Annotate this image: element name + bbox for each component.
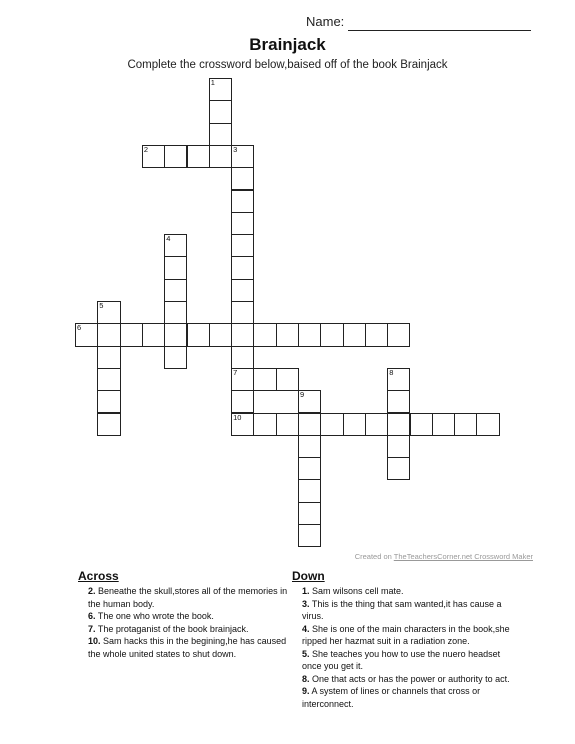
clue-number-label: 5 bbox=[99, 301, 104, 310]
clue-number-label: 9 bbox=[300, 390, 305, 400]
credit-line bbox=[355, 552, 533, 561]
crossword-cell[interactable] bbox=[454, 413, 477, 436]
crossword-cell[interactable] bbox=[387, 435, 410, 458]
crossword-cell[interactable] bbox=[410, 413, 433, 436]
crossword-cell[interactable] bbox=[387, 457, 410, 480]
clue-number: 4. bbox=[302, 623, 310, 634]
clue-text: She is one of the main characters in the book,she ripped her hazmat suit in a radiation zone. bbox=[302, 623, 510, 646]
clue-text: The protaganist of the book brainjack. bbox=[97, 623, 249, 634]
clue-number: 6. bbox=[88, 611, 96, 621]
clue-across-7 bbox=[88, 623, 293, 636]
crossword-cell[interactable] bbox=[209, 145, 232, 168]
crossword-cell[interactable] bbox=[164, 234, 187, 257]
crossword-cell[interactable] bbox=[276, 368, 299, 391]
credit-prefix: Created on bbox=[354, 552, 394, 561]
crossword-cell[interactable] bbox=[231, 346, 254, 369]
crossword-cell[interactable] bbox=[209, 78, 232, 101]
crossword-cell[interactable] bbox=[253, 368, 276, 391]
crossword-cell[interactable] bbox=[231, 190, 254, 213]
clue-text: She teaches you how to use the nuero headset once you get it. bbox=[302, 648, 501, 671]
crossword-cell[interactable] bbox=[164, 145, 187, 168]
clue-across-2 bbox=[88, 585, 293, 610]
crossword-cell[interactable] bbox=[97, 390, 120, 413]
clue-text: This is the thing that sam wanted,it has cause a virus. bbox=[302, 598, 502, 621]
clue-number: 5. bbox=[302, 648, 310, 659]
crossword-cell[interactable] bbox=[164, 256, 187, 279]
crossword-cell[interactable] bbox=[276, 413, 299, 436]
clue-number: 2. bbox=[88, 586, 96, 596]
crossword-cell[interactable] bbox=[298, 524, 321, 547]
clue-text: Sam hacks this in the begining,he has caused the whole united states to shut down. bbox=[88, 636, 287, 659]
clue-number: 7. bbox=[88, 623, 96, 634]
name-label: Name: bbox=[306, 14, 345, 29]
clue-number-label: 4 bbox=[166, 234, 171, 244]
clue-text: One that acts or has the power or authority to act. bbox=[312, 673, 510, 684]
crossword-cell[interactable] bbox=[97, 368, 120, 391]
page-subtitle: Complete the crossword below,baised off of the book Brainjack bbox=[127, 59, 448, 71]
crossword-cell[interactable] bbox=[320, 323, 343, 346]
clue-down-1 bbox=[302, 585, 512, 598]
crossword-cell[interactable] bbox=[231, 256, 254, 279]
across-clues bbox=[78, 569, 293, 660]
clue-down-9 bbox=[302, 685, 512, 710]
clue-across-10 bbox=[88, 635, 293, 660]
crossword-cell[interactable] bbox=[298, 502, 321, 525]
crossword-cell[interactable] bbox=[142, 145, 165, 168]
crossword-cell[interactable] bbox=[298, 435, 321, 458]
crossword-cell[interactable] bbox=[253, 413, 276, 436]
crossword-cell[interactable] bbox=[365, 413, 388, 436]
clue-number: 8. bbox=[302, 673, 310, 684]
clue-down-3 bbox=[302, 598, 512, 623]
clue-number: 3. bbox=[302, 598, 310, 609]
clue-text: The one who wrote the book. bbox=[97, 611, 214, 621]
crossword-cell[interactable] bbox=[231, 167, 254, 190]
crossword-cell[interactable] bbox=[231, 323, 254, 346]
crossword-cell[interactable] bbox=[209, 100, 232, 123]
crossword-cell[interactable] bbox=[75, 323, 98, 346]
crossword-cell[interactable] bbox=[387, 390, 410, 413]
down-heading: Down bbox=[292, 569, 325, 583]
crossword-cell[interactable] bbox=[231, 212, 254, 235]
clue-number-label: 10 bbox=[233, 412, 242, 422]
crossword-cell[interactable] bbox=[187, 145, 210, 168]
crossword-cell[interactable] bbox=[164, 346, 187, 369]
crossword-cell[interactable] bbox=[164, 301, 187, 324]
clue-number: 10. bbox=[88, 636, 101, 646]
crossword-cell[interactable] bbox=[231, 145, 254, 168]
crossword-cell[interactable] bbox=[343, 413, 366, 436]
page-title: Brainjack bbox=[249, 35, 326, 54]
credit-link[interactable]: TheTeachersCorner.net Crossword Maker bbox=[393, 552, 533, 561]
crossword-cell[interactable] bbox=[187, 323, 210, 346]
clue-down-8 bbox=[302, 673, 512, 686]
crossword-cell[interactable] bbox=[320, 413, 343, 436]
crossword-cell[interactable] bbox=[298, 479, 321, 502]
clue-text: Sam wilsons cell mate. bbox=[312, 586, 404, 596]
clue-down-4 bbox=[302, 623, 512, 648]
crossword-cell[interactable] bbox=[365, 323, 388, 346]
clue-number-label: 2 bbox=[143, 144, 149, 154]
crossword-cell[interactable] bbox=[387, 368, 410, 391]
clue-text: Beneathe the skull,stores all of the memories in the human body. bbox=[88, 586, 288, 609]
across-heading: Across bbox=[78, 569, 119, 583]
crossword-cell[interactable] bbox=[276, 323, 299, 346]
crossword-cell[interactable] bbox=[231, 390, 254, 413]
crossword-cell[interactable] bbox=[231, 279, 254, 302]
crossword-cell[interactable] bbox=[97, 346, 120, 369]
crossword-cell[interactable] bbox=[97, 413, 120, 436]
clue-down-5 bbox=[302, 648, 512, 673]
crossword-cell[interactable] bbox=[97, 301, 120, 324]
crossword-cell[interactable] bbox=[142, 323, 165, 346]
crossword-cell[interactable] bbox=[387, 323, 410, 346]
clue-text: A system of lines or channels that cross or interconnect. bbox=[302, 686, 481, 709]
clue-number: 9. bbox=[302, 686, 310, 696]
crossword-cell[interactable] bbox=[298, 323, 321, 346]
crossword-cell[interactable] bbox=[343, 323, 366, 346]
crossword-cell[interactable] bbox=[387, 413, 410, 436]
crossword-cell[interactable] bbox=[120, 323, 143, 346]
crossword-cell[interactable] bbox=[97, 323, 120, 346]
clue-number-label: 6 bbox=[77, 323, 82, 333]
crossword-cell[interactable] bbox=[253, 323, 276, 346]
crossword-cell[interactable] bbox=[298, 457, 321, 480]
crossword-cell[interactable] bbox=[231, 413, 254, 436]
clue-number-label: 8 bbox=[389, 367, 394, 377]
down-clues bbox=[292, 569, 512, 710]
crossword-cell[interactable] bbox=[231, 234, 254, 257]
crossword-cell[interactable] bbox=[231, 368, 254, 391]
crossword-cell[interactable] bbox=[209, 123, 232, 146]
crossword-cell[interactable] bbox=[209, 323, 232, 346]
clue-number: 1. bbox=[302, 586, 310, 596]
crossword-cell[interactable] bbox=[164, 323, 187, 346]
clue-number-label: 7 bbox=[233, 367, 238, 377]
clue-number-label: 1 bbox=[210, 78, 215, 87]
clue-across-6 bbox=[88, 610, 293, 623]
crossword-cell[interactable] bbox=[298, 390, 321, 413]
crossword-cell[interactable] bbox=[432, 413, 455, 436]
crossword-cell[interactable] bbox=[298, 413, 321, 436]
crossword-cell[interactable] bbox=[476, 413, 499, 436]
crossword-cell[interactable] bbox=[164, 279, 187, 302]
clue-number-label: 3 bbox=[233, 144, 238, 154]
crossword-cell[interactable] bbox=[231, 301, 254, 324]
